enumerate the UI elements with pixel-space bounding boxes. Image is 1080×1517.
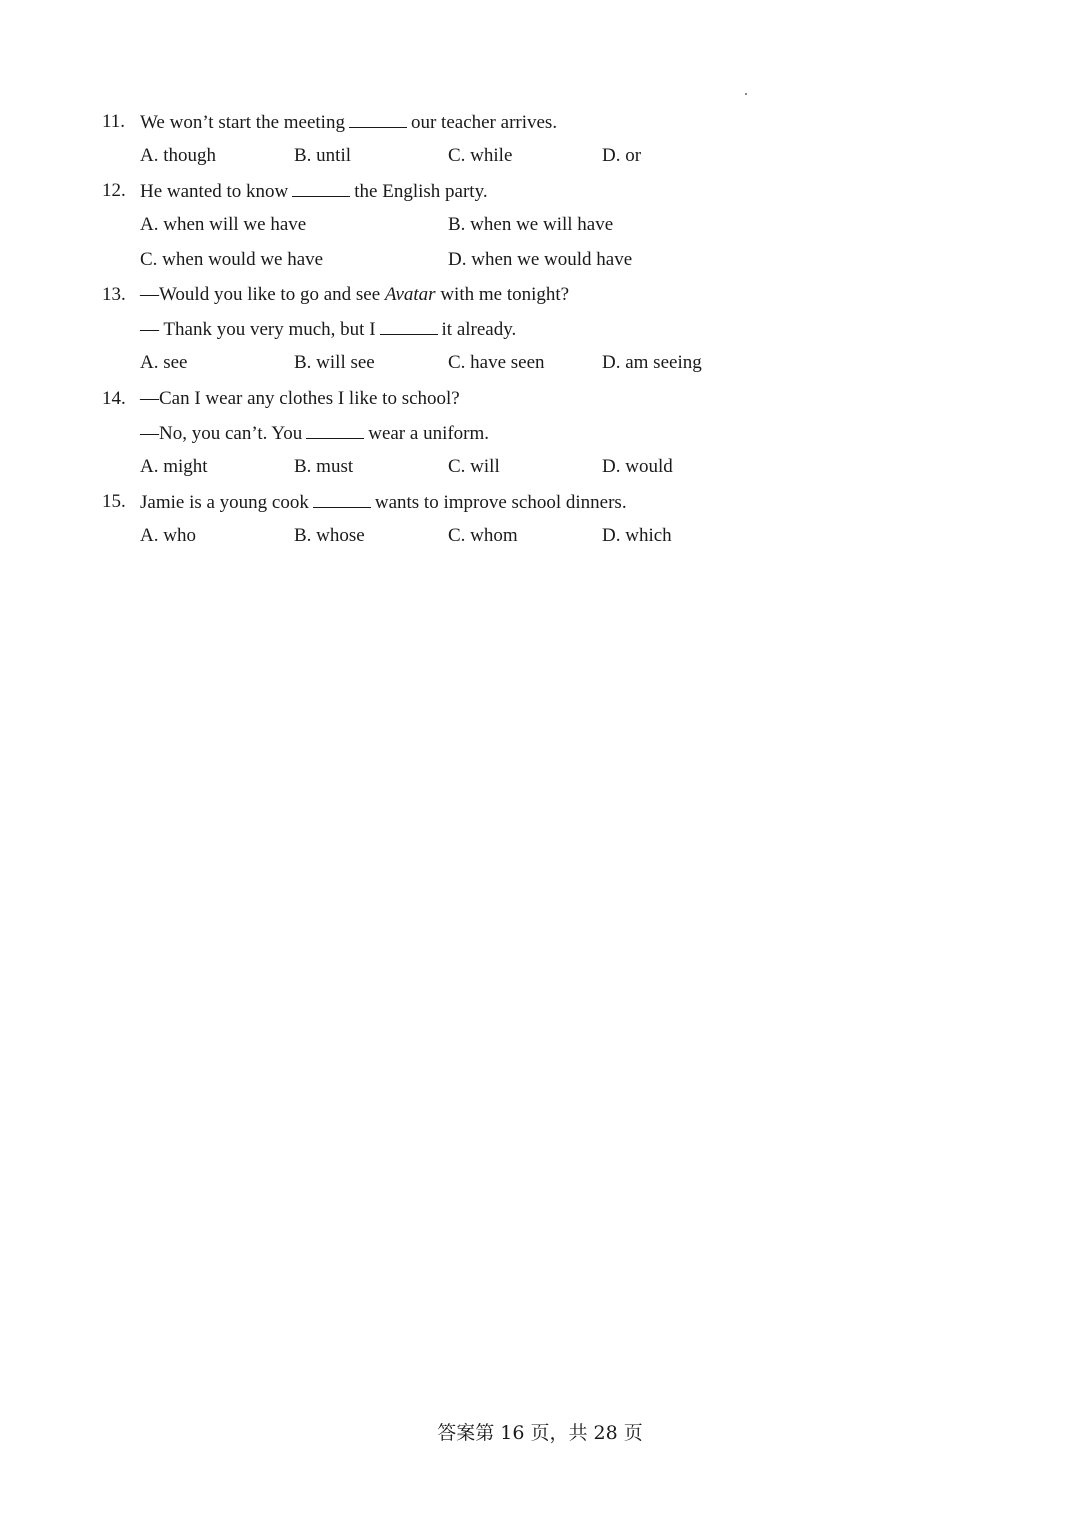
option-b: B. will see xyxy=(294,352,375,373)
question-number: 14. xyxy=(102,388,126,409)
option-a: A. who xyxy=(140,525,196,546)
stem-after: the English party. xyxy=(354,181,488,202)
answer-blank xyxy=(306,420,364,439)
option-d: D. which xyxy=(602,525,672,546)
answer-blank xyxy=(292,178,350,197)
stem-after: our teacher arrives. xyxy=(410,112,558,133)
option-d: D. when we would have xyxy=(448,249,633,270)
scan-speck xyxy=(745,93,747,95)
option-b: B. until xyxy=(294,145,352,166)
stem-before: —Would you like to go and see xyxy=(140,284,381,305)
stem-before: He wanted to know xyxy=(140,181,289,202)
option-b: B. whose xyxy=(294,525,365,546)
question-text: —Can I wear any clothes I like to school? xyxy=(140,388,460,409)
question-12-options-row2 xyxy=(0,247,1080,273)
option-a: A. though xyxy=(140,145,216,166)
answer-blank xyxy=(313,489,371,508)
option-d: D. or xyxy=(602,145,642,166)
option-a: A. when will we have xyxy=(140,214,307,235)
question-text xyxy=(140,420,489,447)
stem-after: wear a uniform. xyxy=(368,423,490,444)
question-number: 12. xyxy=(102,180,126,201)
option-b: B. must xyxy=(294,456,354,477)
option-a: A. see xyxy=(140,352,188,373)
option-c: C. whom xyxy=(448,525,518,546)
question-text xyxy=(140,316,516,343)
option-d: D. would xyxy=(602,456,673,477)
answer-blank xyxy=(349,109,407,128)
option-c: C. when would we have xyxy=(140,249,324,270)
stem-after: with me tonight? xyxy=(440,284,570,305)
option-a: A. might xyxy=(140,456,208,477)
option-d: D. am seeing xyxy=(602,352,702,373)
question-text xyxy=(140,109,557,136)
stem-after: wants to improve school dinners. xyxy=(374,492,627,513)
question-number: 15. xyxy=(102,491,126,512)
stem-before: Jamie is a young cook xyxy=(140,492,309,513)
question-number: 11. xyxy=(102,111,126,132)
question-text xyxy=(140,282,569,308)
stem-before: We won’t start the meeting xyxy=(140,112,345,133)
question-number: 13. xyxy=(102,284,126,305)
option-b: B. when we will have xyxy=(448,214,614,235)
answer-blank xyxy=(380,316,438,335)
question-11-options xyxy=(0,143,1080,169)
movie-title: Avatar xyxy=(384,284,436,305)
question-14-options xyxy=(0,454,1080,480)
question-12-options-row1 xyxy=(0,212,1080,238)
stem-before: —No, you can’t. You xyxy=(140,423,303,444)
stem-after: it already. xyxy=(441,319,517,340)
question-15-options xyxy=(0,523,1080,549)
option-c: C. will xyxy=(448,456,500,477)
stem-before: — Thank you very much, but I xyxy=(140,319,376,340)
option-c: C. have seen xyxy=(448,352,545,373)
question-text xyxy=(140,489,627,516)
question-text xyxy=(140,178,488,205)
question-13-options xyxy=(0,350,1080,376)
page-footer: 答案第 16 页，共 28 页 xyxy=(437,1422,643,1444)
option-c: C. while xyxy=(448,145,513,166)
